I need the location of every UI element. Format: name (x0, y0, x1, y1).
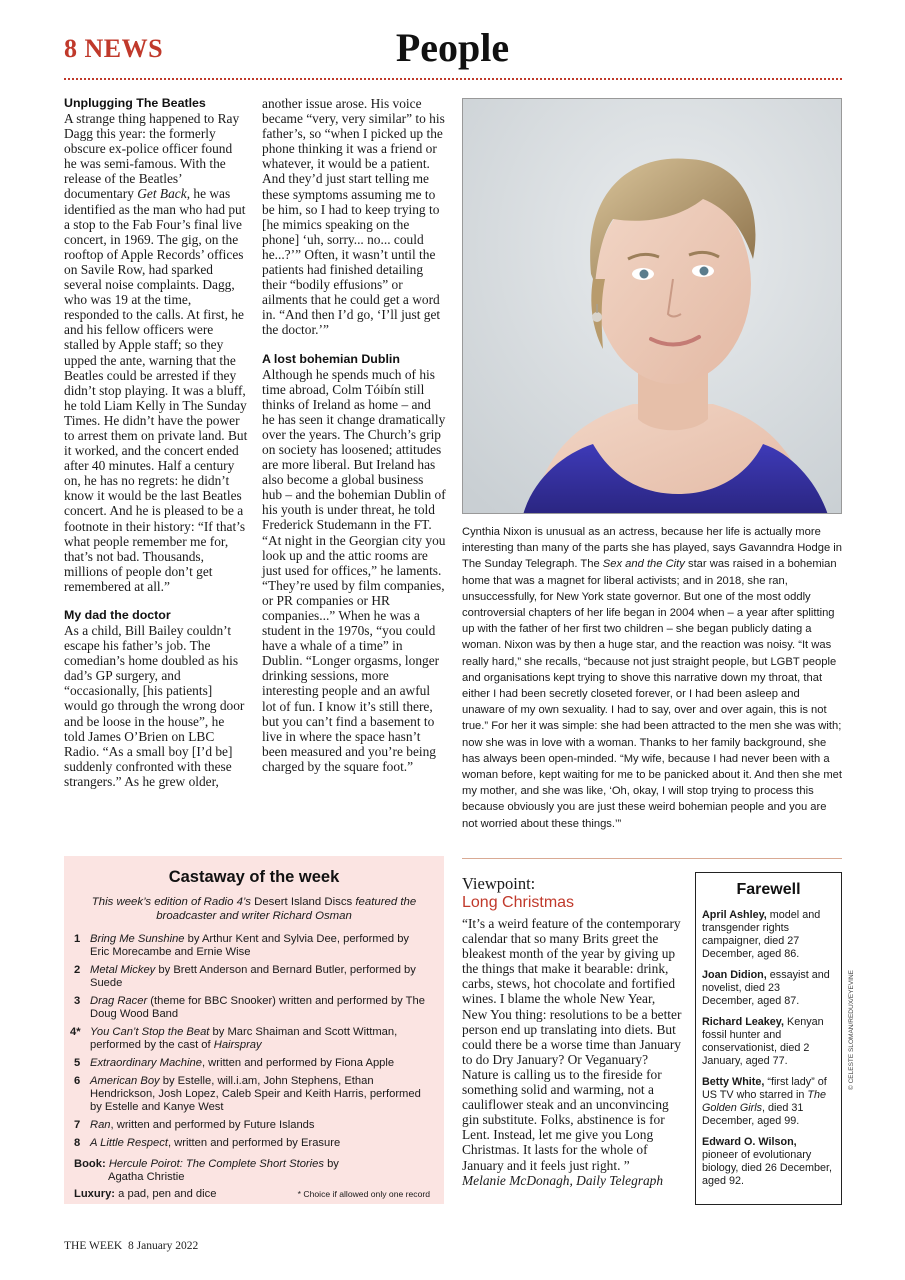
track-item: 2 Metal Mickey by Brett Anderson and Bernard Butler, performed by Suede (74, 964, 416, 989)
obituary-entry: Betty White, “first lady” of US TV who starred in The Golden Girls, died 31 December, aged 99. (702, 1076, 827, 1127)
track-item: 1 Bring Me Sunshine by Arthur Kent and Sylvia Dee, performed by Eric Morecambe and Ernie Wise (74, 933, 410, 958)
castaway-footer (74, 1158, 436, 1201)
castaway-book-author: Agatha Christie (108, 1171, 185, 1183)
obituary-entry: April Ashley, model and transgender rights campaigner, died 27 December, aged 86. (702, 909, 821, 960)
issue-date: 8 January 2022 (127, 1240, 199, 1252)
castaway-box (64, 856, 444, 1204)
castaway-luxury: Luxury: a pad, pen and dice (74, 1188, 217, 1200)
header-divider (64, 78, 842, 80)
viewpoint-section (462, 874, 682, 1188)
story-body: A strange thing happened to Ray Dagg this year: the formerly obscure ex-police officer found he was semi-famous. With the release of the Beatles’ documentary Get Back, he was identified as the man who had put a stop to the Fab Four’s final live concert, in 1969. The gig, on the rooftop of Apple Records’ offices on Savile Row, had sparked several noise complaints. Dagg, who was 19 at the time, responded to the calls. At first, he and his fellow officers were stalled by Apple staff; so they upped the ante, warning that the Beatles could be arrested if they didn’t stop playing. It was a bluff, he told Liam Kelly in The Sunday Times. He didn’t have the power to arrest them on private land. But it worked, and the concert ended after 40 minutes. Half a century on, he has no regrets: he didn’t know it would be the last Beatles concert. And he is pleased to be a footnote in their history: “If that’s what people remember me for, that’s not bad. Thousands, millions of people don’t get remembered at all.” (64, 111, 248, 594)
portrait-photo (462, 98, 842, 514)
story-body: Cynthia Nixon is unusual as an actress, because her life is actually more interesting than many of the parts she has played, says Gavanndra Hodge in The Sunday Telegraph. The Sex and the City star was raised in a bohemian home that was a magnet for liberal activists; and in 2018, she ran, unsuccessfully, for New York state governor. But one of the most oddly controversial chapters of her life began in 2004 when – a year after splitting up with the father of her first two children – she began publicly dating a woman. Nixon was by then a huge star, and the reaction was noisy. “It was really hard,” she recalls, “because not just straight people, but LGBT people and organisations kept trying to shove this narrative down my throat, that either I had been secretly closeted forever, or I had been asleep and unaware of my own sexuality. I had to say, over and over again, this is not true.” For her it was simple: she had been attracted to the men she was with; now she was in love with a woman. Thanks to her family background, she has always been open-minded. “My wife, because I had never been with a woman before, kept waiting for me to be panicked about it. And then she met my mother, and she was like, ‘Oh, okay, I will stop trying to process this because obviously you are just these weird bohemian people and you are not worried about these things.’” (462, 526, 842, 830)
castaway-intro: This week’s edition of Radio 4’s Desert Island Discs featured the broadcaster and writer Richard Osman (91, 896, 417, 922)
page-number: 8 (64, 34, 78, 63)
obituary-entry: Edward O. Wilson, pioneer of evolutionary biology, died 26 December, aged 92. (702, 1136, 833, 1187)
story-bailey-continued (262, 96, 446, 338)
page-footer (64, 1240, 198, 1252)
track-item: 8 A Little Respect, written and performed by Erasure (74, 1137, 341, 1149)
viewpoint-kicker: Viewpoint: (462, 874, 536, 893)
track-item: 4* You Can’t Stop the Beat by Marc Shaiman and Scott Wittman, performed by the cast of Hairspray (70, 1026, 398, 1051)
track-item: 7 Ran, written and performed by Future Islands (74, 1119, 315, 1131)
obituary-entry: Richard Leakey, Kenyan fossil hunter and conservationist, died 2 January, aged 77. (702, 1016, 824, 1067)
castaway-title: Castaway of the week (168, 868, 340, 886)
farewell-box (695, 872, 842, 1205)
page-title: People (395, 25, 510, 70)
story-beatles (64, 96, 248, 594)
track-item: 5 Extraordinary Machine, written and performed by Fiona Apple (74, 1057, 395, 1069)
story-dublin (262, 352, 446, 775)
farewell-title: Farewell (736, 881, 801, 898)
story-body: As a child, Bill Bailey couldn’t escape his father’s job. The comedian’s home doubled as his dad’s GP surgery, and “occasionally, [his patients] would go through the wrong door and be loose in the house”, he told James O’Brien on LBC Radio. “As a small boy [I’d be] suddenly confronted with these strangers.” As he grew older, (64, 623, 245, 789)
photo-credit: © CELESTE SLOMAN/REDUX/EYEVINE (848, 969, 855, 1090)
obituary-entry: Joan Didion, essayist and novelist, died 23 December, aged 87. (702, 969, 830, 1007)
section-divider (462, 858, 842, 859)
viewpoint-title: Long Christmas (462, 894, 575, 911)
story-bailey (64, 608, 248, 789)
column-left (64, 96, 248, 803)
castaway-book: Book: Hercule Poirot: The Complete Short Stories by (74, 1158, 339, 1170)
story-body: Although he spends much of his time abroad, Colm Tóibín still thinks of Ireland as home – and he has seen it change dramatically over the years. The Church’s grip on society has loosened; attitudes are more liberal. But Ireland has also become a global business hub – and the bohemian Dublin of his youth is under threat, he told Frederick Studemann in the FT. “At night in the Georgian city you look up and the attic rooms are just used for offices,” he laments. “They’re used by film companies, or PR companies or HR companies...” When he was a student in the 1970s, “you could have a whale of a time” in Dublin. “Longer orgasms, longer drinking sessions, more interesting people and an awful lot of fun. I know it’s still there, but you can’t find a basement to live in where the space hasn’t been measured and you’re being charged by the square foot.” (262, 366, 446, 774)
story-heading: My dad the doctor (64, 608, 171, 622)
track-item: 6 American Boy by Estelle, will.i.am, John Stephens, Ethan Hendrickson, Josh Lopez, Caleb Speir and Keith Harris, performed by Estelle and Kanye West (74, 1075, 421, 1113)
story-heading: A lost bohemian Dublin (262, 351, 400, 366)
publication-name: THE WEEK (64, 1240, 123, 1252)
column-middle (262, 96, 446, 788)
castaway-footnote: * Choice if allowed only one record (297, 1189, 430, 1199)
viewpoint-credit: Melanie McDonagh, Daily Telegraph (462, 1172, 664, 1188)
story-heading: Unplugging The Beatles (64, 96, 206, 110)
story-cynthia-nixon (462, 524, 842, 832)
track-item: 3 Drag Racer (theme for BBC Snooker) written and performed by The Doug Wood Band (74, 995, 425, 1020)
section-label: NEWS (84, 34, 164, 63)
viewpoint-body: “It’s a weird feature of the contemporary calendar that so many Brits greet the bleakest month of the year by giving up the things that make it bearable: drink, carbs, stews, hot chocolate and fortified wines. I blame the whole New Year, New You thing: resolutions to be a better person end up translating into diets. But could there be a worse time than January to do Dry January? Or Veganuary? Nature is calling us to the fireside for something solid and warming, not a cauliflower steak and an unconvincing gin substitute. Folks, abstinence is for Lent. Instead, let me give you Long Christmas. It lasts for the whole of January and it feels just right. ” (462, 916, 682, 1173)
track-list (70, 933, 430, 1150)
story-body: another issue arose. His voice became “very, very similar” to his father’s, so “when I picked up the phone thinking it was a friend or whatever, it would be a patient. And they’d just start telling me these symptoms assuming me to be him, so I had to keep trying to [he mimics speaking on the phone] ‘uh, sorry... no... could he...?’” Often, it wasn’t until the patients had finished detailing their “bodily effusions” or ailments that he could get a word in. “And then I’d go, ‘I’ll just get the doctor.’” (262, 96, 445, 338)
